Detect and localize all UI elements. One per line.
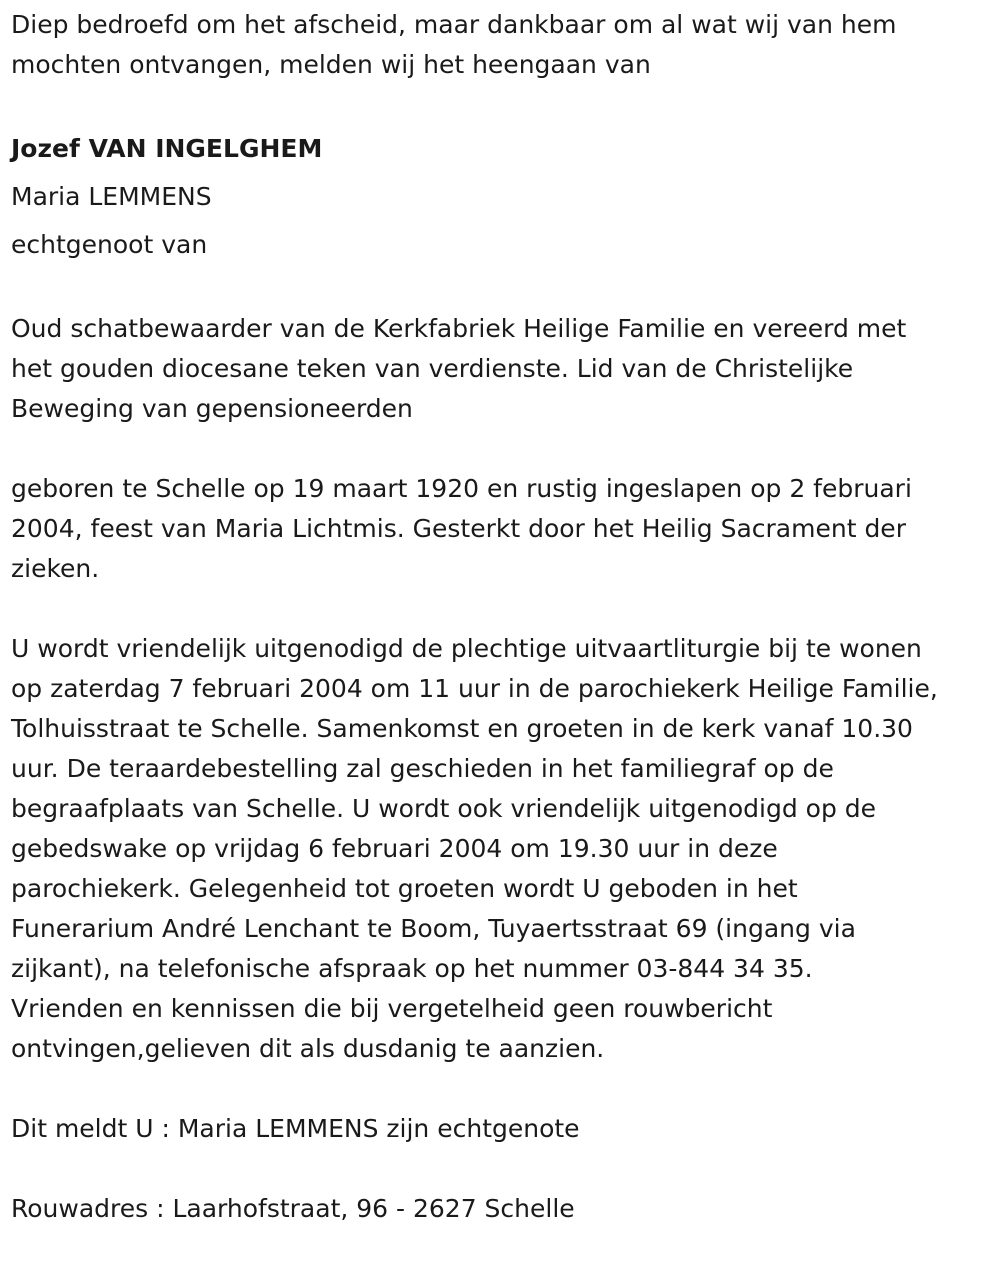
text-line: Beweging van gepensioneerden — [11, 394, 413, 423]
text-line: Diep bedroefd om het afscheid, maar dankbaar om al wat wij van hem — [11, 10, 897, 39]
text-line: Vrienden en kennissen die bij vergetelheid geen rouwbericht — [11, 994, 773, 1023]
text-line: zijkant), na telefonische afspraak op het nummer 03-844 34 35. — [11, 954, 813, 983]
text-line: Oud schatbewaarder van de Kerkfabriek Heilige Familie en vereerd met — [11, 314, 907, 343]
relation-label: echtgenoot van — [11, 230, 208, 259]
text-line: 2004, feest van Maria Lichtmis. Gesterkt door het Heilig Sacrament der — [11, 514, 906, 543]
deceased-name: Jozef VAN INGELGHEM — [11, 134, 323, 163]
announcer-paragraph — [11, 1109, 938, 1149]
text-line: parochiekerk. Gelegenheid tot groeten wordt U geboden in het — [11, 874, 798, 903]
address-line: Rouwadres : Laarhofstraat, 96 - 2627 Schelle — [11, 1194, 575, 1223]
spouse-name: Maria LEMMENS — [11, 182, 212, 211]
announcer-line: Dit meldt U : Maria LEMMENS zijn echtgenote — [11, 1114, 580, 1143]
funeral-paragraph — [11, 629, 938, 1069]
text-line: uur. De teraardebestelling zal geschieden in het familiegraf op de — [11, 754, 834, 783]
text-line: begraafplaats van Schelle. U wordt ook vriendelijk uitgenodigd op de — [11, 794, 877, 823]
text-line: ontvingen,gelieven dit als dusdanig te aanzien. — [11, 1034, 605, 1063]
text-line: zieken. — [11, 554, 100, 583]
text-line: Funerarium André Lenchant te Boom, Tuyaertsstraat 69 (ingang via — [11, 914, 856, 943]
address-paragraph — [11, 1189, 938, 1229]
text-line: Tolhuisstraat te Schelle. Samenkomst en groeten in de kerk vanaf 10.30 — [11, 714, 913, 743]
text-line: mochten ontvangen, melden wij het heengaan van — [11, 50, 651, 79]
text-line: het gouden diocesane teken van verdienste. Lid van de Christelijke — [11, 354, 854, 383]
obituary-document — [11, 5, 938, 1269]
text-line: op zaterdag 7 februari 2004 om 11 uur in de parochiekerk Heilige Familie, — [11, 674, 938, 703]
text-line: U wordt vriendelijk uitgenodigd de plechtige uitvaartliturgie bij te wonen — [11, 634, 922, 663]
dates-paragraph — [11, 469, 938, 589]
biography-paragraph — [11, 309, 938, 429]
text-line: gebedswake op vrijdag 6 februari 2004 om 19.30 uur in deze — [11, 834, 778, 863]
text-line: geboren te Schelle op 19 maart 1920 en rustig ingeslapen op 2 februari — [11, 474, 912, 503]
intro-paragraph — [11, 5, 938, 85]
names-block — [11, 125, 938, 269]
